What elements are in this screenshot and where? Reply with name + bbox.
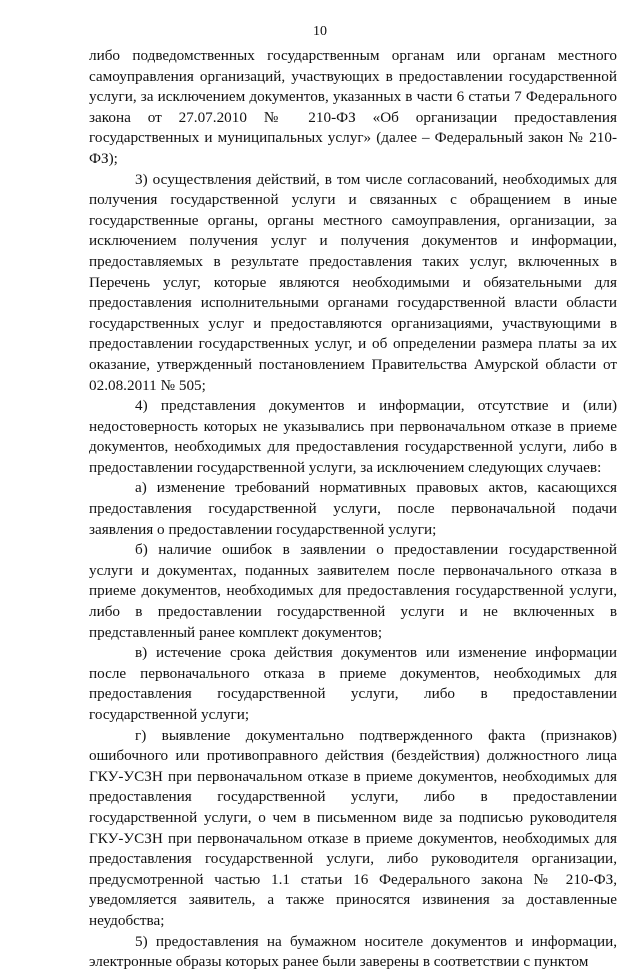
paragraph-subitem-b: б) наличие ошибок в заявлении о предоставлении государственной услуги и документах, поданных заявителем после первоначального отказа в приеме документов, необходимых для предоставления государственной услуги, либо в предоставлении государственной услуги и не включенных в представленный ранее комплект документов; (89, 541, 617, 641)
paragraph-item-3: 3) осуществления действий, в том числе согласований, необходимых для получения государственной услуги и связанных с обращением в иные государственные органы, органы местного самоуправления, организации, за исключением получения услуг и получения документов и информации, предоставляемых в результате предоставления таких услуг, включенных в Перечень услуг, которые являются необходимыми и обязательными для предоставления исполнительными органами государственной власти области государственных услуг и предоставляются организациями, участвующими в предоставлении государственных услуг, и об определении размера платы за их оказание, утвержденный постановлением Правительства Амурской области от 02.08.2011 № 505; (89, 170, 617, 394)
paragraph-subitem-v: в) истечение срока действия документов или изменение информации после первоначального отказа в приеме документов, необходимых для предоставления государственной услуги, либо в предоставлении государственной услуги; (89, 644, 617, 723)
page-number: 10 (313, 24, 327, 39)
paragraph-item-5: 5) предоставления на бумажном носителе документов и информации, электронные образы которых ранее были заверены в соответствии с пунктом (89, 932, 617, 971)
paragraph-item-4: 4) представления документов и информации, отсутствие и (или) недостоверность которых не указывались при первоначальном отказе в приеме документов, необходимых для предоставления государственной услуги, либо в предоставлении государственной услуги, за исключением следующих случаев: (89, 397, 617, 476)
document-body (89, 46, 617, 973)
paragraph-subitem-a: а) изменение требований нормативных правовых актов, касающихся предоставления государственной услуги, после первоначальной подачи заявления о предоставлении государственной услуги; (89, 479, 617, 538)
paragraph-subitem-g: г) выявление документально подтвержденного факта (признаков) ошибочного или противоправного действия (бездействия) должностного лица ГКУ-УСЗН при первоначальном отказе в приеме документов, необходимых для предоставления государственной услуги, либо в предоставлении государственной услуги, о чем в письменном виде за подписью руководителя ГКУ-УСЗН при первоначальном отказе в приеме документов, необходимых для предоставления государственной услуги, либо руководителя организации, предусмотренной частью 1.1 статьи 16 Федерального закона № 210-ФЗ, уведомляется заявитель, а также приносятся извинения за доставленные неудобства; (89, 726, 617, 929)
paragraph-continuation: либо подведомственных государственным органам или органам местного самоуправления организаций, участвующих в предоставлении государственной услуги, за исключением документов, указанных в части 6 статьи 7 Федерального закона от 27.07.2010 № 210-ФЗ «Об организации предоставления государственных и муниципальных услуг» (далее – Федеральный закон № 210-ФЗ); (89, 47, 617, 167)
